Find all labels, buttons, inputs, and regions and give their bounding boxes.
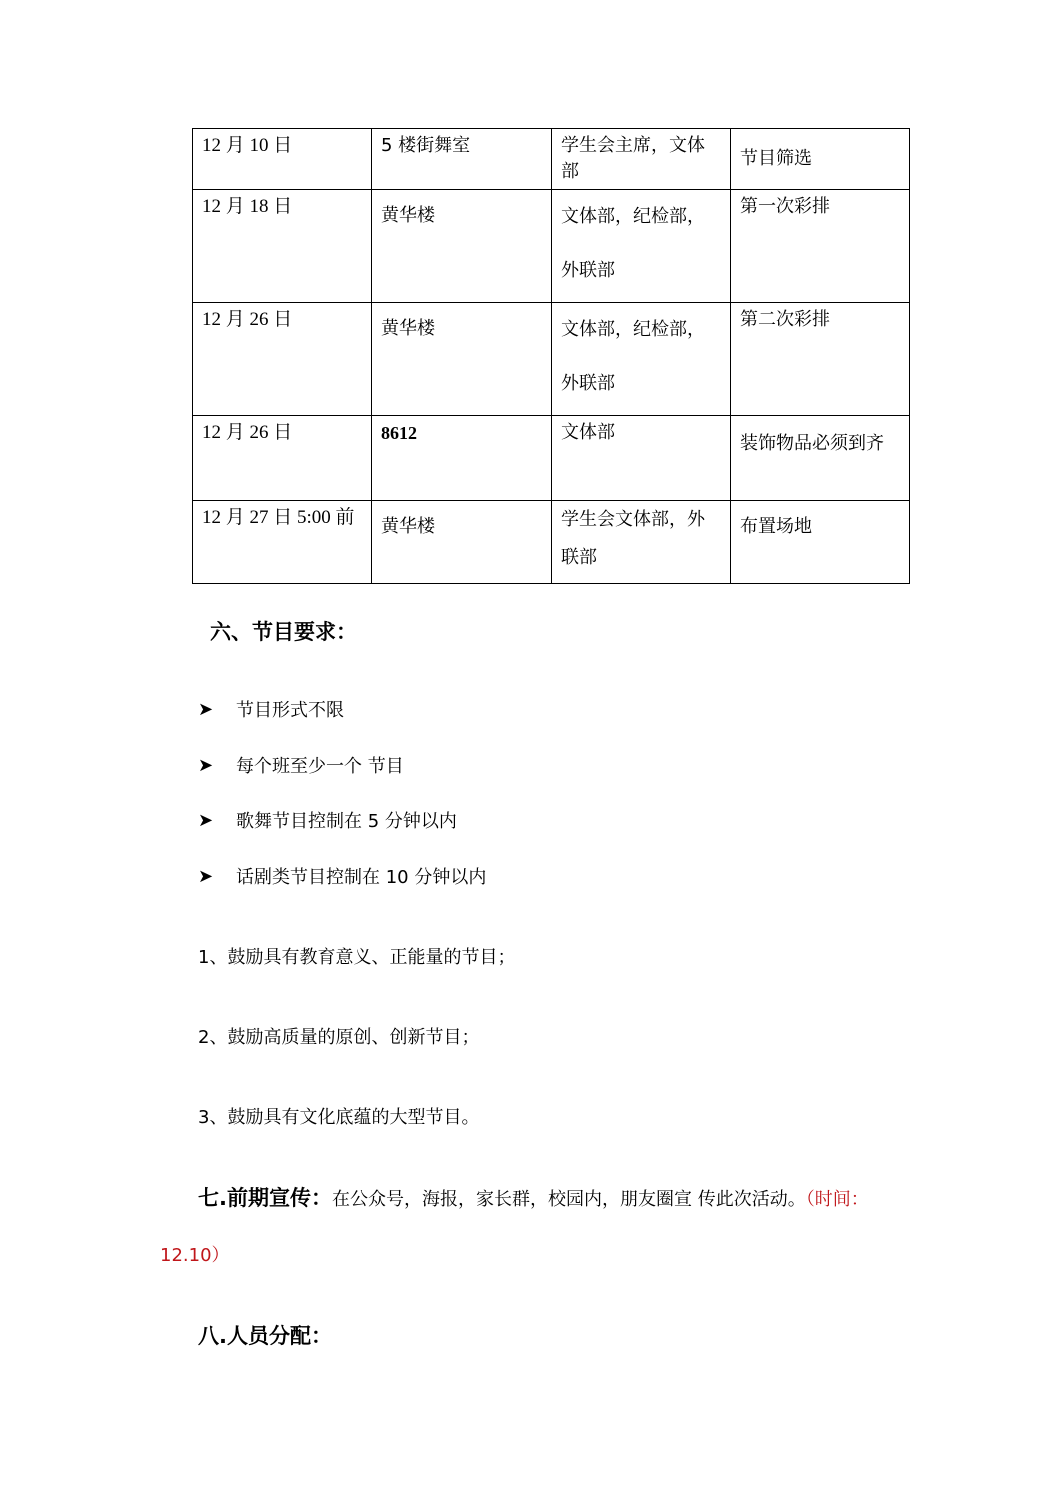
- table-row: [193, 303, 910, 416]
- staff-line: 文体部，纪检部，: [561, 206, 705, 227]
- list-item: [198, 863, 486, 889]
- numbered-item: 1、鼓励具有教育意义、正能量的节目；: [198, 947, 516, 968]
- list-item: [198, 696, 344, 722]
- section-heading-staff-allocation: 八.人员分配：: [198, 1324, 332, 1348]
- section-heading-program-requirements: 六、节目要求：: [210, 620, 357, 644]
- list-item-text: 歌舞节目控制在 5 分钟以内: [236, 811, 457, 832]
- list-item-text: 节目形式不限: [236, 700, 344, 721]
- table-row: [193, 501, 910, 584]
- staff-cell: 学生会文体部，外联部: [552, 501, 731, 584]
- staff-line: 外联部: [561, 260, 615, 281]
- list-item: [198, 752, 404, 778]
- place-cell: 黄华楼: [372, 303, 552, 416]
- arrow-bullet-icon: ➤: [198, 809, 214, 831]
- staff-cell: [552, 303, 731, 416]
- task-cell: 节目筛选: [731, 129, 910, 190]
- place-cell: 5 楼街舞室: [372, 129, 552, 190]
- arrow-bullet-icon: ➤: [198, 865, 214, 887]
- numbered-item: 3、鼓励具有文化底蕴的大型节目。: [198, 1107, 480, 1128]
- task-cell: 第二次彩排: [731, 303, 910, 416]
- staff-line: 文体部，纪检部，: [561, 319, 705, 340]
- date-cell: 12 月 26 日: [193, 416, 372, 501]
- section-heading-promotion: 七.前期宣传：: [198, 1186, 332, 1210]
- staff-cell: 文体部: [552, 416, 731, 501]
- date-cell: 12 月 18 日: [193, 190, 372, 303]
- task-cell: 布置场地: [731, 501, 910, 584]
- arrow-bullet-icon: ➤: [198, 754, 214, 776]
- task-cell: 第一次彩排: [731, 190, 910, 303]
- list-item-text: 话剧类节目控制在 10 分钟以内: [236, 867, 487, 888]
- staff-cell: 学生会主席，文体部: [552, 129, 731, 190]
- place-cell: 8612: [372, 416, 552, 501]
- table-row: [193, 416, 910, 501]
- date-cell: 12 月 27 日 5:00 前: [193, 501, 372, 584]
- promotion-paragraph: [160, 1170, 920, 1284]
- place-cell: 黄华楼: [372, 501, 552, 584]
- date-cell: 12 月 26 日: [193, 303, 372, 416]
- staff-line: 外联部: [561, 373, 615, 394]
- schedule-table: [192, 128, 910, 584]
- list-item-text: 每个班至少一个 节目: [236, 756, 404, 777]
- date-cell: 12 月 10 日: [193, 129, 372, 190]
- place-cell: 黄华楼: [372, 190, 552, 303]
- list-item: [198, 807, 457, 833]
- staff-cell: [552, 190, 731, 303]
- table-row: [193, 190, 910, 303]
- numbered-item: 2、鼓励高质量的原创、创新节目；: [198, 1027, 480, 1048]
- task-cell: 装饰物品必须到齐: [731, 416, 910, 501]
- table-row: [193, 129, 910, 190]
- arrow-bullet-icon: ➤: [198, 698, 214, 720]
- promotion-text: 在公众号，海报，家长群，校园内，朋友圈宣 传此次活动。: [331, 1189, 806, 1210]
- promotion-time: （时间：12.10）: [160, 1189, 869, 1266]
